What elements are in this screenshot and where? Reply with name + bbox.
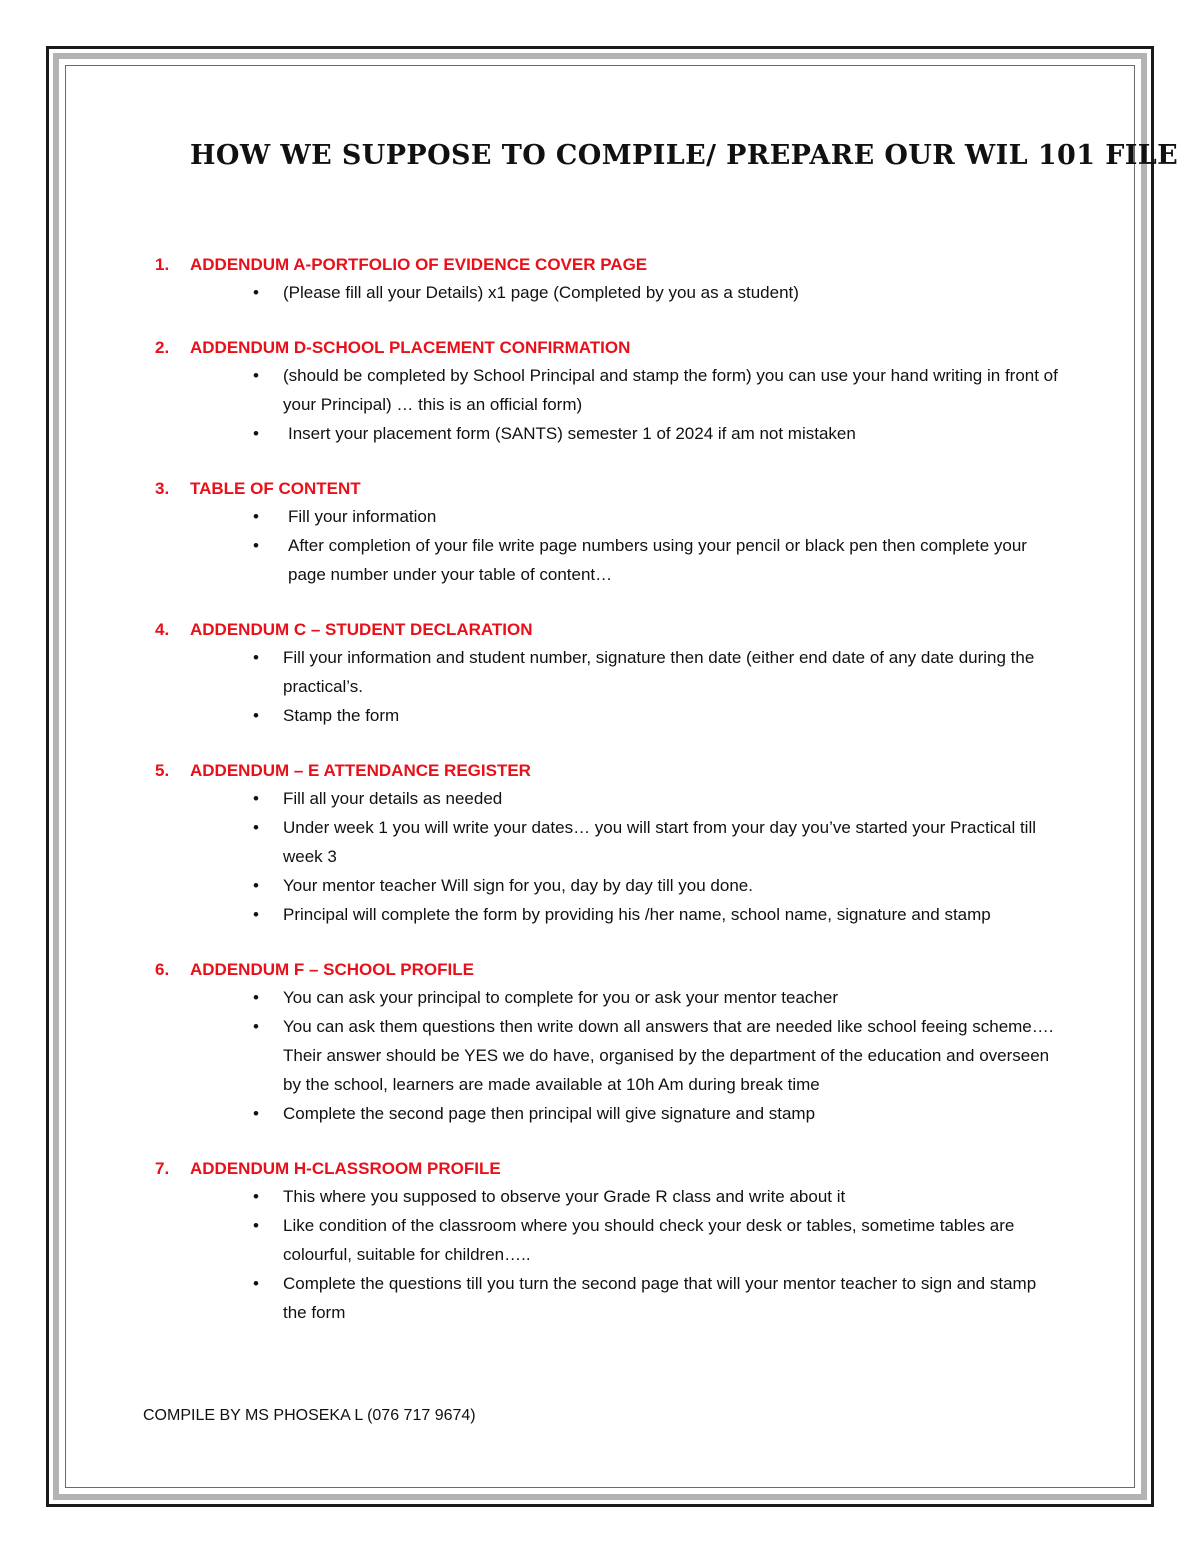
list-item bbox=[0, 643, 1063, 701]
bullet-list bbox=[0, 502, 1200, 589]
section-title: ADDENDUM H-CLASSROOM PROFILE bbox=[190, 1159, 501, 1178]
bullet-text: You can ask them questions then write down all answers that are needed like school feeing scheme…. Their answer should be YES we do have, organised by the department of the education and overseen by the school, learners are made available at 10h Am during break time bbox=[283, 1017, 1054, 1094]
section-heading bbox=[0, 758, 1200, 784]
section-number: 1. bbox=[155, 255, 170, 274]
section-heading bbox=[0, 617, 1200, 643]
section-heading bbox=[0, 476, 1200, 502]
bullet-text: Insert your placement form (SANTS) semester 1 of 2024 if am not mistaken bbox=[288, 424, 856, 443]
bullet-list bbox=[0, 361, 1200, 448]
bullet-icon: • bbox=[253, 424, 259, 443]
bullet-text: Your mentor teacher Will sign for you, day by day till you done. bbox=[283, 876, 753, 895]
bullet-text: This where you supposed to observe your Grade R class and write about it bbox=[283, 1187, 846, 1206]
section-title: ADDENDUM A-PORTFOLIO OF EVIDENCE COVER PAGE bbox=[190, 255, 648, 274]
bullet-text: Principal will complete the form by providing his /her name, school name, signature and stamp bbox=[283, 905, 991, 924]
document-title: HOW WE SUPPOSE TO COMPILE/ PREPARE OUR WIL 101 FILE bbox=[190, 140, 1179, 171]
bullet-icon: • bbox=[253, 536, 259, 555]
bullet-text: Like condition of the classroom where you should check your desk or tables, sometime tables are colourful, suitable for children….. bbox=[283, 1216, 1015, 1264]
section-6 bbox=[0, 957, 1200, 1128]
bullet-icon: • bbox=[253, 876, 259, 895]
list-item bbox=[0, 278, 1063, 307]
section-1 bbox=[0, 252, 1200, 307]
bullet-icon: • bbox=[253, 1187, 259, 1206]
section-heading bbox=[0, 252, 1200, 278]
list-item bbox=[0, 983, 1063, 1012]
bullet-text: Fill your information and student number, signature then date (either end date of any date during the practical’s. bbox=[283, 648, 1035, 696]
section-number: 7. bbox=[155, 1159, 170, 1178]
list-item bbox=[0, 701, 1063, 730]
section-title: ADDENDUM C – STUDENT DECLARATION bbox=[190, 620, 533, 639]
bullet-icon: • bbox=[253, 789, 259, 808]
list-item bbox=[0, 900, 1063, 929]
bullet-icon: • bbox=[253, 1274, 259, 1293]
section-number: 3. bbox=[155, 479, 170, 498]
section-3 bbox=[0, 476, 1200, 589]
section-5 bbox=[0, 758, 1200, 929]
bullet-icon: • bbox=[253, 648, 259, 667]
bullet-text: Stamp the form bbox=[283, 706, 400, 725]
bullet-list bbox=[0, 784, 1200, 929]
list-item bbox=[0, 502, 1063, 531]
bullet-text: You can ask your principal to complete for you or ask your mentor teacher bbox=[283, 988, 838, 1007]
section-2 bbox=[0, 335, 1200, 448]
section-title: ADDENDUM D-SCHOOL PLACEMENT CONFIRMATION bbox=[190, 338, 631, 357]
section-number: 6. bbox=[155, 960, 170, 979]
bullet-text: Complete the second page then principal will give signature and stamp bbox=[283, 1104, 816, 1123]
bullet-text: Fill your information bbox=[288, 507, 437, 526]
list-item bbox=[0, 1269, 1063, 1327]
section-4 bbox=[0, 617, 1200, 730]
bullet-text: Fill all your details as needed bbox=[283, 789, 503, 808]
bullet-icon: • bbox=[253, 988, 259, 1007]
section-number: 2. bbox=[155, 338, 170, 357]
list-item bbox=[0, 361, 1063, 419]
list-item bbox=[0, 1211, 1063, 1269]
list-item bbox=[0, 784, 1063, 813]
bullet-text: Under week 1 you will write your dates… you will start from your day you’ve started your Practical till week 3 bbox=[283, 818, 1037, 866]
list-item bbox=[0, 1182, 1063, 1211]
list-item bbox=[0, 1099, 1063, 1128]
section-heading bbox=[0, 335, 1200, 361]
bullet-text: (Please fill all your Details) x1 page (Completed by you as a student) bbox=[283, 283, 799, 302]
sections-list bbox=[0, 252, 1200, 1355]
section-number: 4. bbox=[155, 620, 170, 639]
list-item bbox=[0, 871, 1063, 900]
section-heading bbox=[0, 957, 1200, 983]
list-item bbox=[0, 531, 1063, 589]
footer-credit: COMPILE BY MS PHOSEKA L (076 717 9674) bbox=[143, 1407, 476, 1424]
section-title: ADDENDUM F – SCHOOL PROFILE bbox=[190, 960, 474, 979]
list-item bbox=[0, 419, 1063, 448]
section-title: TABLE OF CONTENT bbox=[190, 479, 361, 498]
bullet-text: Complete the questions till you turn the second page that will your mentor teacher to sign and stamp the form bbox=[283, 1274, 1037, 1322]
bullet-text: (should be completed by School Principal and stamp the form) you can use your hand writing in front of your Principal) … this is an official form) bbox=[283, 366, 1058, 414]
bullet-list bbox=[0, 643, 1200, 730]
bullet-icon: • bbox=[253, 706, 259, 725]
bullet-icon: • bbox=[253, 1104, 259, 1123]
bullet-icon: • bbox=[253, 818, 259, 837]
section-heading bbox=[0, 1156, 1200, 1182]
bullet-list bbox=[0, 983, 1200, 1128]
section-number: 5. bbox=[155, 761, 170, 780]
bullet-icon: • bbox=[253, 507, 259, 526]
bullet-icon: • bbox=[253, 366, 259, 385]
bullet-icon: • bbox=[253, 1216, 259, 1235]
bullet-list bbox=[0, 278, 1200, 307]
bullet-icon: • bbox=[253, 905, 259, 924]
section-title: ADDENDUM – E ATTENDANCE REGISTER bbox=[190, 761, 531, 780]
bullet-icon: • bbox=[253, 1017, 259, 1036]
list-item bbox=[0, 1012, 1063, 1099]
bullet-icon: • bbox=[253, 283, 259, 302]
bullet-list bbox=[0, 1182, 1200, 1327]
list-item bbox=[0, 813, 1063, 871]
bullet-text: After completion of your file write page numbers using your pencil or black pen then complete your page number under your table of content… bbox=[288, 536, 1027, 584]
section-7 bbox=[0, 1156, 1200, 1327]
